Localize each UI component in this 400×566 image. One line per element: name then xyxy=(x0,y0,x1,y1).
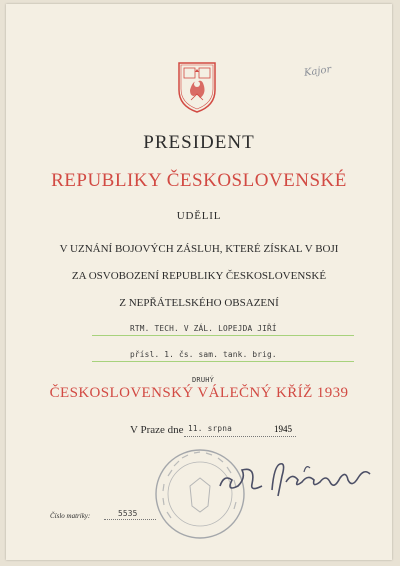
date-place-prefix: V Praze dne xyxy=(130,424,184,436)
date-day-month: 11. srpna xyxy=(188,424,233,433)
corner-pencil-note: Kajor xyxy=(303,64,332,79)
award-grade: DRUHÝ xyxy=(192,376,215,384)
date-dotted-line xyxy=(184,436,296,437)
registry-number-value: 5535 xyxy=(118,509,138,518)
citation-text xyxy=(6,236,392,317)
recipient-name: RTM. TECH. V ZÁL. LOPEJDA JIŘÍ xyxy=(130,324,277,333)
presidential-signature xyxy=(216,456,376,500)
unit-guide-line xyxy=(92,361,354,362)
citation-line-3: Z NEPŘÁTELSKÉHO OBSAZENÍ xyxy=(119,297,279,309)
award-name: ČESKOSLOVENSKÝ VÁLEČNÝ KŘÍŽ 1939 xyxy=(49,385,349,401)
coat-of-arms-emblem xyxy=(176,60,218,114)
registry-dotted-line xyxy=(104,519,156,520)
title-president: PRESIDENT xyxy=(143,132,255,153)
citation-line-1: V UZNÁNÍ BOJOVÝCH ZÁSLUH, KTERÉ ZÍSKAL V BOJI xyxy=(59,243,339,255)
citation-line-2: ZA OSVOBOZENÍ REPUBLIKY ČESKOSLOVENSKÉ xyxy=(71,270,327,282)
title-republic: REPUBLIKY ČESKOSLOVENSKÉ xyxy=(51,170,347,191)
recipient-unit: přísl. 1. čs. sam. tank. brig. xyxy=(130,350,277,359)
registry-number-label: Číslo matriky: xyxy=(50,512,91,520)
awarded-heading: UDĚLIL xyxy=(176,210,222,222)
recipient-guide-line xyxy=(92,335,354,336)
date-year: 1945 xyxy=(274,424,292,434)
certificate-sheet xyxy=(6,4,392,560)
